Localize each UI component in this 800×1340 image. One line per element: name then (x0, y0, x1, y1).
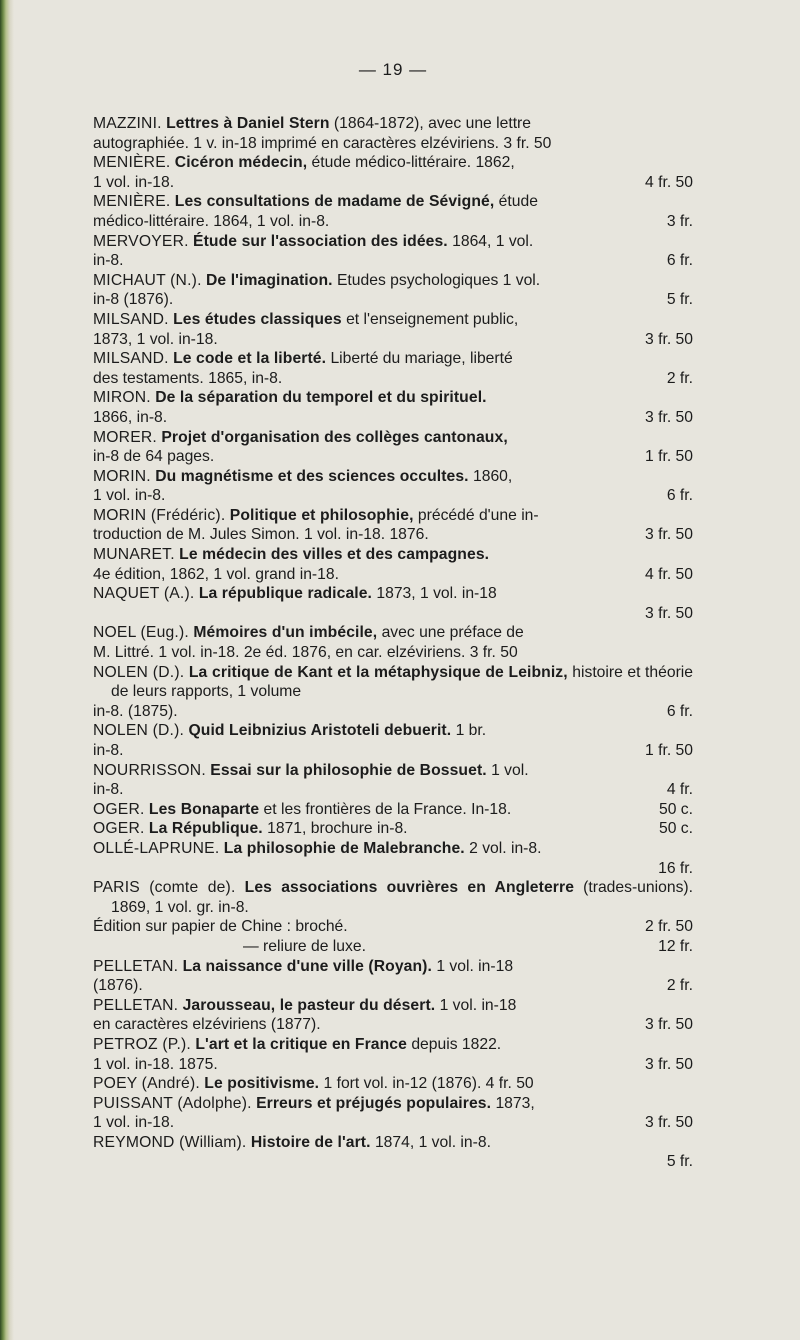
entry-price: 3 fr. (666, 212, 693, 230)
catalogue-entry (93, 663, 693, 722)
entry-author: MUNARET. (93, 546, 175, 564)
book-binding-edge (0, 0, 14, 1340)
entry-text: étude (494, 193, 538, 211)
catalogue-entry (93, 800, 693, 820)
entry-text: 1873, 1 vol. in-18 (372, 585, 497, 603)
entry-first-line (93, 1035, 693, 1055)
entry-author: PETROZ (P.). (93, 1035, 191, 1053)
catalogue-entry (93, 623, 693, 662)
entry-title: La naissance d'une ville (Royan). (182, 957, 432, 975)
entry-author: MORIN (Frédéric). (93, 506, 226, 524)
entry-first-line (93, 545, 693, 565)
page-number: — 19 — (358, 60, 428, 79)
entry-text: 1873, (491, 1094, 535, 1112)
entry-author: OGER. (93, 820, 145, 838)
entry-price: 1 fr. 50 (645, 448, 693, 466)
entry-first-line (93, 800, 693, 820)
entry-text: 1 fort vol. in-12 (1876). 4 fr. 50 (319, 1075, 534, 1093)
catalogue-entry (93, 957, 693, 996)
entry-text: 4e édition, 1862, 1 vol. grand in-18. (93, 565, 339, 583)
entry-text: (1876). (93, 977, 143, 995)
entry-first-line (93, 271, 693, 291)
catalogue-entry (93, 271, 693, 310)
entry-text: 1 vol. in-18. (93, 173, 175, 191)
entry-author: PELLETAN. (93, 996, 179, 1014)
entry-author: MORIN. (93, 467, 151, 485)
entry-price: 5 fr. (666, 291, 693, 309)
entry-author: NOURRISSON. (93, 761, 206, 779)
entry-line (93, 486, 693, 506)
entry-title: Étude sur l'association des idées. (193, 232, 448, 250)
entry-price: 6 fr. (666, 702, 693, 720)
entry-first-line (93, 1133, 693, 1153)
entry-first-line (93, 349, 693, 369)
entry-first-line (93, 1074, 693, 1094)
entry-author: PUISSANT (Adolphe). (93, 1094, 252, 1112)
entry-first-line (93, 388, 693, 408)
entry-title: L'art et la critique en France (195, 1035, 407, 1053)
entry-author: MILSAND. (93, 350, 169, 368)
entry-title: Les associations ouvrières en Angleterre (244, 879, 575, 897)
entry-price: 3 fr. 50 (645, 526, 693, 544)
entry-text: Etudes psychologiques 1 vol. (332, 271, 541, 289)
entry-text: 1866, in-8. (93, 408, 168, 426)
catalogue-entry (93, 349, 693, 388)
catalogue-entry (93, 996, 693, 1035)
entry-text: 1860, (468, 467, 513, 485)
entry-line (93, 290, 693, 310)
entry-line (93, 780, 693, 800)
entry-line (93, 565, 693, 585)
entry-title: La république radicale. (198, 585, 373, 603)
entry-author: MENIÈRE. (93, 193, 171, 211)
entry-line (93, 173, 693, 193)
catalogue-entry (93, 506, 693, 545)
entry-text: 1871, brochure in-8. (262, 820, 408, 838)
entry-price: 4 fr. 50 (645, 565, 693, 583)
entry-title: Mémoires d'un imbécile, (193, 624, 378, 642)
entry-text: 1 br. (451, 722, 487, 740)
entry-first-line (93, 428, 693, 448)
entry-title: La critique de Kant et la métaphysique de Leibniz, (188, 663, 568, 681)
entry-price-line: 16 fr. (658, 859, 693, 877)
entry-first-line (93, 506, 693, 526)
entry-text: 1864, 1 vol. (447, 232, 534, 250)
entry-author: OLLÉ-LAPRUNE. (93, 839, 220, 857)
entry-text: 1 vol. in-18 (431, 957, 514, 975)
entry-first-line (93, 192, 693, 212)
entry-line (93, 134, 693, 154)
entry-line (93, 212, 693, 232)
entry-first-line (93, 467, 693, 487)
entry-price-line: 3 fr. 50 (645, 604, 693, 622)
entry-title: La philosophie de Malebranche. (223, 839, 465, 857)
catalogue-entry (93, 878, 693, 956)
entry-text: 1 vol. in-18. (93, 1114, 175, 1132)
entry-title: Projet d'organisation des collèges cantonaux, (161, 428, 508, 446)
entry-first-line (93, 878, 693, 917)
entry-price: 2 fr. (666, 977, 693, 995)
catalogue-entry (93, 192, 693, 231)
catalogue-entry (93, 761, 693, 800)
entry-price: 6 fr. (666, 252, 693, 270)
entry-text: (trades-unions). 1869, 1 vol. gr. in-8. (111, 879, 693, 916)
entry-title: De la séparation du temporel et du spirituel. (155, 389, 487, 407)
entry-line (111, 937, 693, 957)
catalogue-entry (93, 545, 693, 584)
catalogue-entry (93, 467, 693, 506)
entry-author: OGER. (93, 800, 145, 818)
entry-author: PELLETAN. (93, 957, 179, 975)
entry-title: Les études classiques (173, 310, 342, 328)
entry-first-line (93, 232, 693, 252)
entry-price: 1 fr. 50 (645, 742, 693, 759)
catalogue-entry (93, 153, 693, 192)
entry-first-line (93, 839, 693, 859)
entry-title: Les consultations de madame de Sévigné, (174, 193, 495, 211)
entry-text: — reliure de luxe. (243, 937, 366, 955)
entry-line (93, 408, 693, 428)
entry-line (93, 741, 693, 761)
entry-text: précédé d'une in- (413, 506, 539, 524)
entry-first-line (93, 310, 693, 330)
entry-author: MICHAUT (N.). (93, 271, 202, 289)
entry-text: 1 vol. in-18 (435, 996, 517, 1014)
entry-text: 1 vol. (486, 761, 529, 779)
entry-line (93, 251, 693, 271)
entry-text: autographiée. 1 v. in-18 imprimé en caractères elzéviriens. 3 fr. 50 (93, 134, 552, 152)
entry-author: MERVOYER. (93, 232, 189, 250)
entry-author: NAQUET (A.). (93, 585, 195, 603)
catalogue-entries (93, 114, 693, 1172)
entry-price: 3 fr. 50 (645, 330, 693, 348)
entry-author: NOEL (Eug.). (93, 624, 189, 642)
catalogue-entry (93, 428, 693, 467)
entry-title: Politique et philosophie, (229, 506, 414, 524)
entry-line (93, 1015, 693, 1035)
entry-text: médico-littéraire. 1864, 1 vol. in-8. (93, 212, 330, 230)
entry-author: MILSAND. (93, 310, 169, 328)
catalogue-entry (93, 310, 693, 349)
catalogue-entry (93, 1094, 693, 1133)
entry-title: Lettres à Daniel Stern (166, 115, 330, 132)
catalogue-entry (93, 114, 693, 153)
entry-text: avec une préface de (377, 624, 524, 642)
entry-title: Le médecin des villes et des campagnes. (179, 546, 490, 564)
entry-title: La République. (148, 820, 263, 838)
entry-text: in-8 de 64 pages. (93, 448, 215, 466)
catalogue-entry (93, 721, 693, 760)
entry-first-line (93, 957, 693, 977)
entry-line (93, 917, 693, 937)
entry-author: PARIS (comte de). (93, 879, 236, 897)
entry-title: Essai sur la philosophie de Bossuet. (210, 761, 487, 779)
entry-price: 3 fr. 50 (645, 1016, 693, 1034)
entry-text: 2 vol. in-8. (464, 839, 542, 857)
entry-title: Le positivisme. (204, 1075, 320, 1093)
entry-text: in-8 (1876). (93, 291, 174, 309)
entry-price: 12 fr. (658, 937, 693, 955)
entry-first-line (93, 584, 693, 604)
catalogue-entry (93, 584, 693, 623)
entry-text: (1864-1872), avec une lettre (329, 115, 532, 132)
entry-line (93, 1055, 693, 1075)
entry-text: et les frontières de la France. In-18. (259, 800, 512, 818)
entry-first-line (93, 663, 694, 702)
entry-text: in-8. (93, 781, 124, 799)
entry-text: troduction de M. Jules Simon. 1 vol. in-18. 1876. (93, 526, 429, 544)
entry-text: in-8. (93, 742, 124, 759)
entry-text: et l'enseignement public, (341, 310, 519, 328)
entry-author: POEY (André). (93, 1075, 200, 1093)
catalogue-entry (93, 839, 693, 878)
entry-text: 1 vol. in-8. (93, 487, 166, 505)
entry-first-line (93, 819, 693, 839)
entry-title: Quid Leibnizius Aristoteli debuerit. (188, 722, 452, 740)
entry-title: De l'imagination. (206, 271, 333, 289)
entry-author: NOLEN (D.). (93, 663, 185, 681)
entry-text: 1873, 1 vol. in-18. (93, 330, 218, 348)
entry-author: MAZZINI. (93, 115, 162, 132)
entry-price: 2 fr. (666, 369, 693, 387)
entry-author: MIRON. (93, 389, 151, 407)
entry-text: M. Littré. 1 vol. in-18. 2e éd. 1876, en car. elzéviriens. 3 fr. 50 (93, 644, 518, 662)
entry-text: 1874, 1 vol. in-8. (370, 1133, 491, 1151)
entry-price: 3 fr. 50 (645, 1055, 693, 1073)
entry-first-line (93, 761, 693, 781)
entry-text: Édition sur papier de Chine : broché. (93, 918, 348, 936)
catalogue-entry (93, 1035, 693, 1074)
entry-text: 1 vol. in-18. 1875. (93, 1055, 218, 1073)
catalogue-entry (93, 819, 693, 839)
entry-line (93, 447, 693, 467)
entry-text: histoire et théorie de leurs rapports, 1 volume (111, 663, 694, 701)
entry-author: MORER. (93, 428, 157, 446)
entry-first-line (93, 623, 693, 643)
entry-title: Les Bonaparte (148, 800, 260, 818)
entry-text: in-8. (93, 252, 124, 270)
entry-line (93, 643, 693, 663)
entry-line (93, 525, 693, 545)
catalogue-entry (93, 1133, 693, 1172)
catalogue-entry (93, 232, 693, 271)
entry-text: des testaments. 1865, in-8. (93, 369, 283, 387)
entry-title: Du magnétisme et des sciences occultes. (155, 467, 469, 485)
entry-first-line (93, 1094, 693, 1114)
entry-line (93, 369, 693, 389)
entry-price: 6 fr. (666, 487, 693, 505)
entry-price: 4 fr. (666, 781, 693, 799)
entry-author: REYMOND (William). (93, 1133, 247, 1151)
catalogue-page (93, 60, 693, 1172)
entry-price: 2 fr. 50 (645, 918, 693, 936)
entry-line (93, 330, 693, 350)
catalogue-entry (93, 1074, 693, 1094)
entry-text: étude médico-littéraire. 1862, (307, 154, 515, 172)
entry-price: 3 fr. 50 (645, 408, 693, 426)
entry-title: Le code et la liberté. (173, 350, 327, 368)
entry-line (93, 702, 693, 722)
entry-price: 50 c. (658, 820, 693, 838)
catalogue-entry (93, 388, 693, 427)
entry-text: depuis 1822. (406, 1035, 502, 1053)
entry-title: Erreurs et préjugés populaires. (256, 1094, 492, 1112)
entry-title: Jarousseau, le pasteur du désert. (182, 996, 436, 1014)
entry-price-line: 5 fr. (666, 1153, 693, 1171)
entry-author: NOLEN (D.). (93, 722, 185, 740)
entry-price: 4 fr. 50 (645, 173, 693, 191)
entry-first-line (93, 114, 693, 134)
entry-first-line (93, 996, 693, 1016)
entry-line (93, 976, 693, 996)
entry-title: Cicéron médecin, (174, 154, 308, 172)
entry-first-line (93, 721, 693, 741)
entry-price: 50 c. (658, 800, 693, 818)
entry-price: 3 fr. 50 (645, 1114, 693, 1132)
entry-text: en caractères elzéviriens (1877). (93, 1016, 321, 1034)
entry-first-line (93, 153, 693, 173)
entry-author: MENIÈRE. (93, 154, 171, 172)
entry-title: Histoire de l'art. (250, 1133, 371, 1151)
entry-line (93, 1113, 693, 1133)
entry-text: Liberté du mariage, liberté (326, 350, 513, 368)
entry-text: in-8. (1875). (93, 702, 178, 720)
